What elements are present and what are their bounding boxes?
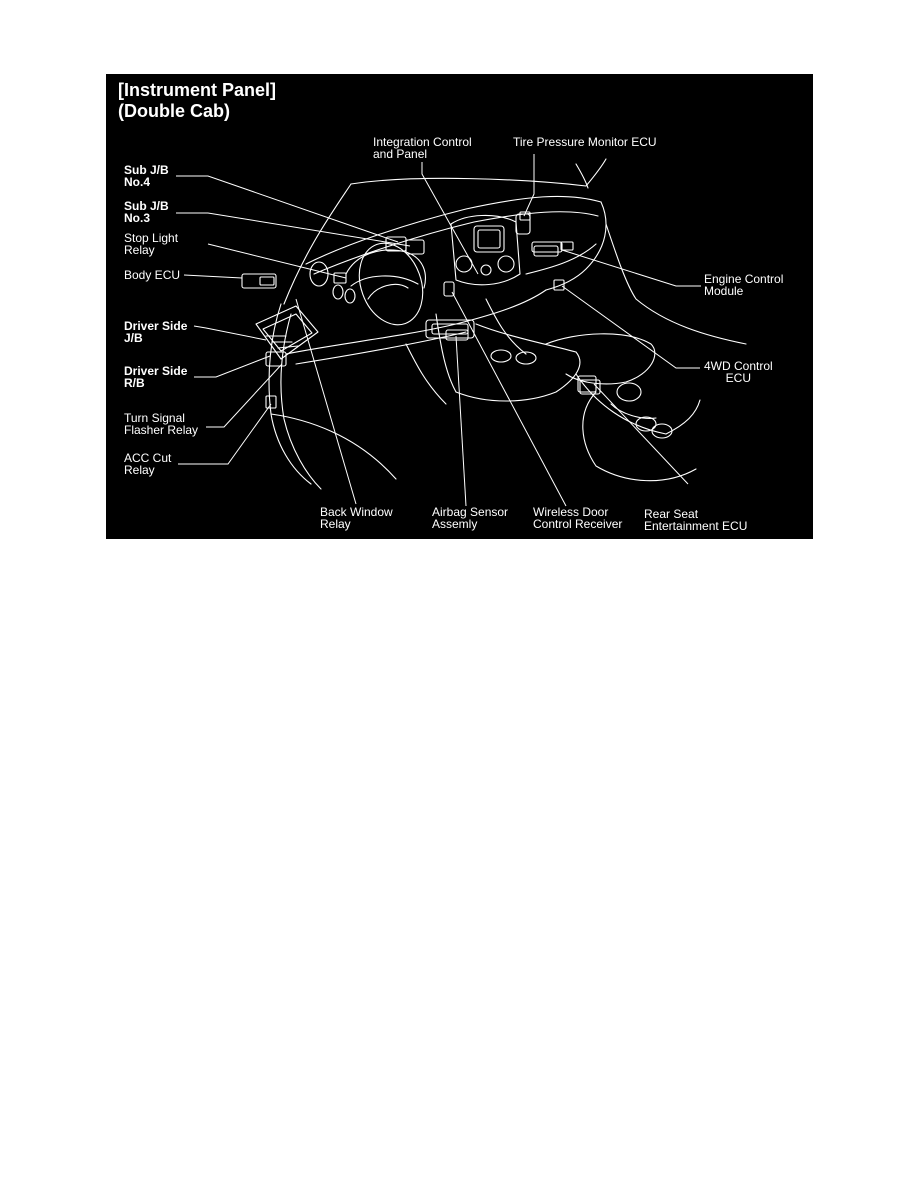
label-line: 4WD Control <box>704 359 773 373</box>
leader-body-ecu <box>184 275 242 278</box>
label-driver-side-rb <box>124 365 187 389</box>
label-wireless-door-control-receiver <box>533 506 622 530</box>
leader-4wd-control <box>562 286 700 368</box>
leader-integration-control <box>422 162 478 274</box>
leader-engine-control <box>562 250 701 286</box>
label-line: Wireless Door <box>533 505 609 519</box>
leader-stop-light-relay <box>208 244 346 278</box>
label-line: No.3 <box>124 211 151 225</box>
label-rear-seat-entertainment-ecu <box>644 508 747 532</box>
leader-back-window <box>296 299 356 504</box>
instrument-panel-diagram <box>106 74 813 539</box>
label-driver-side-jb <box>124 320 187 344</box>
diagram-title <box>118 80 276 122</box>
label-line: and Panel <box>373 147 428 161</box>
label-line: J/B <box>124 331 143 345</box>
label-integration-control-panel <box>373 136 472 160</box>
title-line-2: (Double Cab) <box>118 101 230 121</box>
label-stop-light-relay <box>124 232 178 256</box>
label-line: Driver Side <box>124 364 188 378</box>
label-line: R/B <box>124 376 145 390</box>
label-line: Airbag Sensor <box>432 505 509 519</box>
label-back-window-relay <box>320 506 393 530</box>
label-line: Tire Pressure Monitor ECU <box>513 135 657 149</box>
label-line: No.4 <box>124 175 151 189</box>
label-line: Entertainment ECU <box>644 519 748 533</box>
label-line: Relay <box>320 517 351 531</box>
label-line: Assemly <box>432 517 478 531</box>
label-line: Flasher Relay <box>124 423 199 437</box>
label-airbag-sensor-assembly <box>432 506 508 530</box>
label-line: Rear Seat <box>644 507 699 521</box>
label-line: ECU <box>725 371 752 385</box>
label-line: Stop Light <box>124 231 179 245</box>
label-engine-control-module <box>704 273 783 297</box>
label-line: Sub J/B <box>124 163 169 177</box>
leader-wireless-door <box>452 292 566 506</box>
label-sub-jb-no3 <box>124 200 169 224</box>
leader-tire-pressure <box>524 154 534 216</box>
label-line: ACC Cut <box>124 451 172 465</box>
leader-sub-jb-no4 <box>176 176 398 242</box>
label-line: Relay <box>124 463 155 477</box>
label-line: Sub J/B <box>124 199 169 213</box>
label-line: Module <box>704 284 744 298</box>
label-body-ecu <box>124 269 180 281</box>
label-line: Relay <box>124 243 155 257</box>
title-line-1: [Instrument Panel] <box>118 80 277 100</box>
leader-turn-signal <box>206 364 282 427</box>
leader-rear-seat-ent <box>594 384 688 484</box>
label-line: Driver Side <box>124 319 188 333</box>
label-line: Back Window <box>320 505 393 519</box>
leader-driver-side-jb <box>194 326 266 340</box>
label-tire-pressure-monitor-ecu <box>513 136 657 148</box>
label-line: Turn Signal <box>124 411 185 425</box>
label-4wd-control-ecu <box>704 360 773 384</box>
label-line: Engine Control <box>704 272 784 286</box>
leader-airbag-sensor <box>456 336 466 506</box>
label-sub-jb-no4 <box>124 164 169 188</box>
label-line: Control Receiver <box>533 517 623 531</box>
label-line: Body ECU <box>124 268 181 282</box>
leader-sub-jb-no3 <box>176 213 410 246</box>
leader-driver-side-rb <box>194 356 270 377</box>
label-line: Integration Control <box>373 135 472 149</box>
label-acc-cut-relay <box>124 452 171 476</box>
label-turn-signal-flasher-relay <box>124 412 198 436</box>
